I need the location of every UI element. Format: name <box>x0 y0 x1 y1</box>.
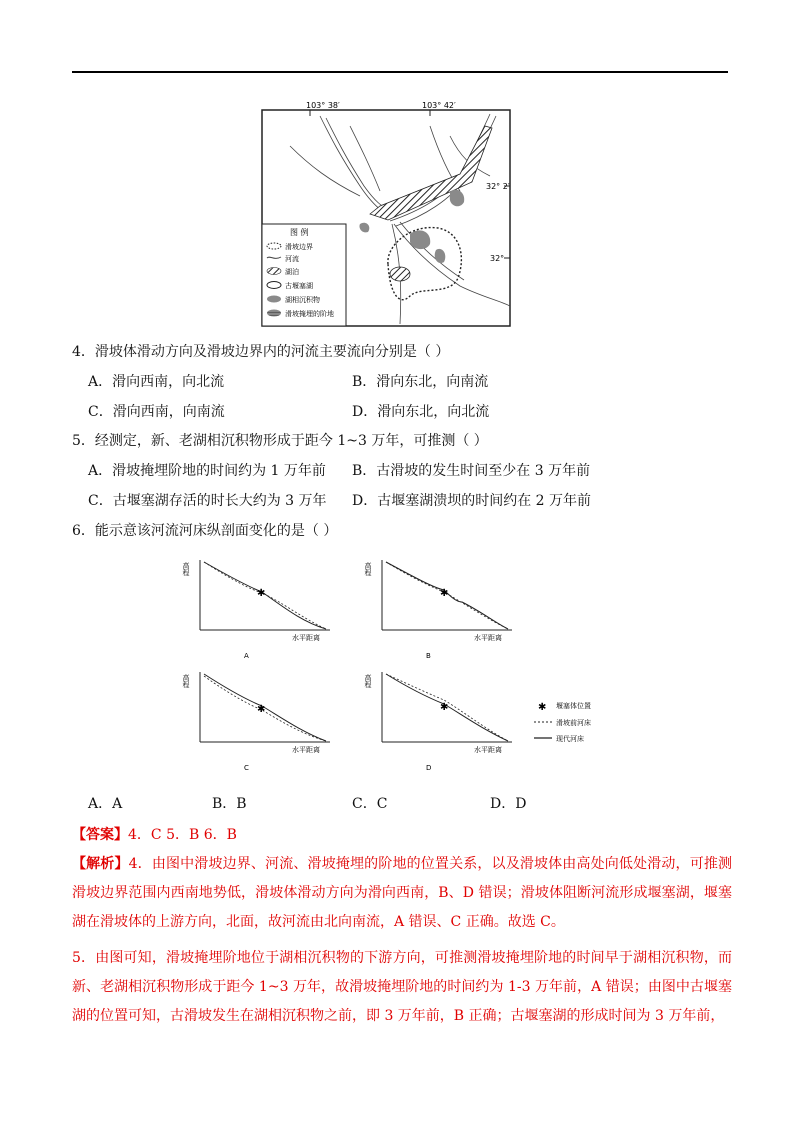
legend-sediment: 湖相沉积物 <box>285 296 320 304</box>
q6-option-a: A．A <box>88 796 123 812</box>
q4-option-c: C．滑向西南，向南流 <box>88 404 225 420</box>
lat-top-label: 32° 2′ <box>486 182 510 191</box>
panel-d-label: D <box>426 764 432 772</box>
legend-lake: 湖泊 <box>285 268 299 276</box>
dam-marker-b: ✱ <box>440 588 449 599</box>
legend-dam-label: 堰塞体位置 <box>556 702 591 710</box>
analysis-label: 【解析】 <box>72 856 129 872</box>
panel-a-label: A <box>244 652 249 660</box>
dam-marker-c: ✱ <box>257 704 266 715</box>
q4-option-b: B．滑向东北，向南流 <box>352 374 489 390</box>
analysis-paragraph-2: 5．由图可知，滑坡掩埋阶地位于湖相沉积物的下游方向，可推测滑坡掩埋阶地的时间早于湖相沉积物，而新、老湖相沉积物形成于距今 1~3 万年，故滑坡掩埋阶地的时间约为 1-3 万年前，A 错误；由图中古堰塞湖的位置可知，古滑坡发生在湖相沉积物之前，即 3 万年前，B 正确；古堰塞湖的形成时间为 3 万年前， <box>72 950 732 1024</box>
dam-marker-a: ✱ <box>257 588 266 599</box>
chart-legend <box>534 701 591 743</box>
panel-b <box>364 560 512 660</box>
dam-marker-d: ✱ <box>440 702 449 713</box>
panel-a-xlabel: 水平距离 <box>292 634 320 642</box>
lat-bottom-label: 32° <box>490 254 505 263</box>
legend-boundary: 滑坡边界 <box>285 243 313 251</box>
analysis-paragraph-1 <box>72 850 732 937</box>
panel-c-xlabel: 水平距离 <box>292 746 320 754</box>
q4-option-d: D．滑向东北，向北流 <box>352 404 490 420</box>
panel-d <box>364 672 512 772</box>
legend-river: 河流 <box>285 255 299 263</box>
panel-b-label: B <box>426 652 431 660</box>
q5-option-d: D．古堰塞湖溃坝的时间约在 2 万年前 <box>352 493 592 509</box>
q5-option-b: B．古滑坡的发生时间至少在 3 万年前 <box>352 463 591 479</box>
q5-option-a: A．滑坡掩埋阶地的时间约为 1 万年前 <box>88 463 326 479</box>
legend-buried-terrace: 滑坡掩埋的阶地 <box>285 310 334 318</box>
legend-dam-symbol: ✱ <box>538 702 547 713</box>
answer-line <box>72 825 237 845</box>
lon-right-label: 103° 42′ <box>422 101 456 110</box>
q4-stem: 4．滑坡体滑动方向及滑坡边界内的河流主要流向分别是（ ） <box>72 344 450 360</box>
panel-d-ylabel: 高程 <box>364 674 372 688</box>
panel-b-xlabel: 水平距离 <box>474 634 502 642</box>
panel-d-xlabel: 水平距离 <box>474 746 502 754</box>
q6-stem: 6．能示意该河流河床纵剖面变化的是（ ） <box>72 523 338 539</box>
q6-option-b: B．B <box>212 796 247 812</box>
answer-text: 4．C 5．B 6．B <box>128 827 237 843</box>
lon-left-label: 103° 38′ <box>306 101 340 110</box>
q5-option-c: C．古堰塞湖存活的时长大约为 3 万年 <box>88 493 327 509</box>
panel-c-label: C <box>244 764 249 772</box>
panel-a-ylabel: 高程 <box>182 562 190 576</box>
legend-title: 图 例 <box>290 228 309 237</box>
q5-stem: 5．经测定，新、老湖相沉积物形成于距今 1~3 万年，可推测（ ） <box>72 433 488 449</box>
q4-option-a: A．滑向西南，向北流 <box>88 374 225 390</box>
riverbed-profile-charts <box>172 550 632 780</box>
panel-b-ylabel: 高程 <box>364 562 372 576</box>
analysis-text-1: 4．由图中滑坡边界、河流、滑坡掩埋的阶地的位置关系，以及滑坡体由高处向低处滑动，可推测滑坡边界范围内西南地势低，滑坡体滑动方向为滑向西南，B、D 错误；滑坡体阻断河流形成堰塞湖，堰塞湖在滑坡体的上游方向，北面，故河流由北向南流，A 错误、C 正确。故选 C。 <box>72 856 733 930</box>
answer-label: 【答案】 <box>72 827 128 843</box>
panel-c-ylabel: 高程 <box>182 674 190 688</box>
q6-option-c: C．C <box>352 796 388 812</box>
legend-dammed-lake: 古堰塞湖 <box>285 282 313 290</box>
header-rule <box>72 71 728 73</box>
panel-a <box>182 560 330 660</box>
legend-modern-label: 现代河床 <box>556 735 584 743</box>
landslide-map <box>260 96 512 328</box>
q6-option-d: D．D <box>490 796 527 812</box>
panel-c <box>182 672 330 772</box>
legend-before-label: 滑坡前河床 <box>556 719 591 727</box>
